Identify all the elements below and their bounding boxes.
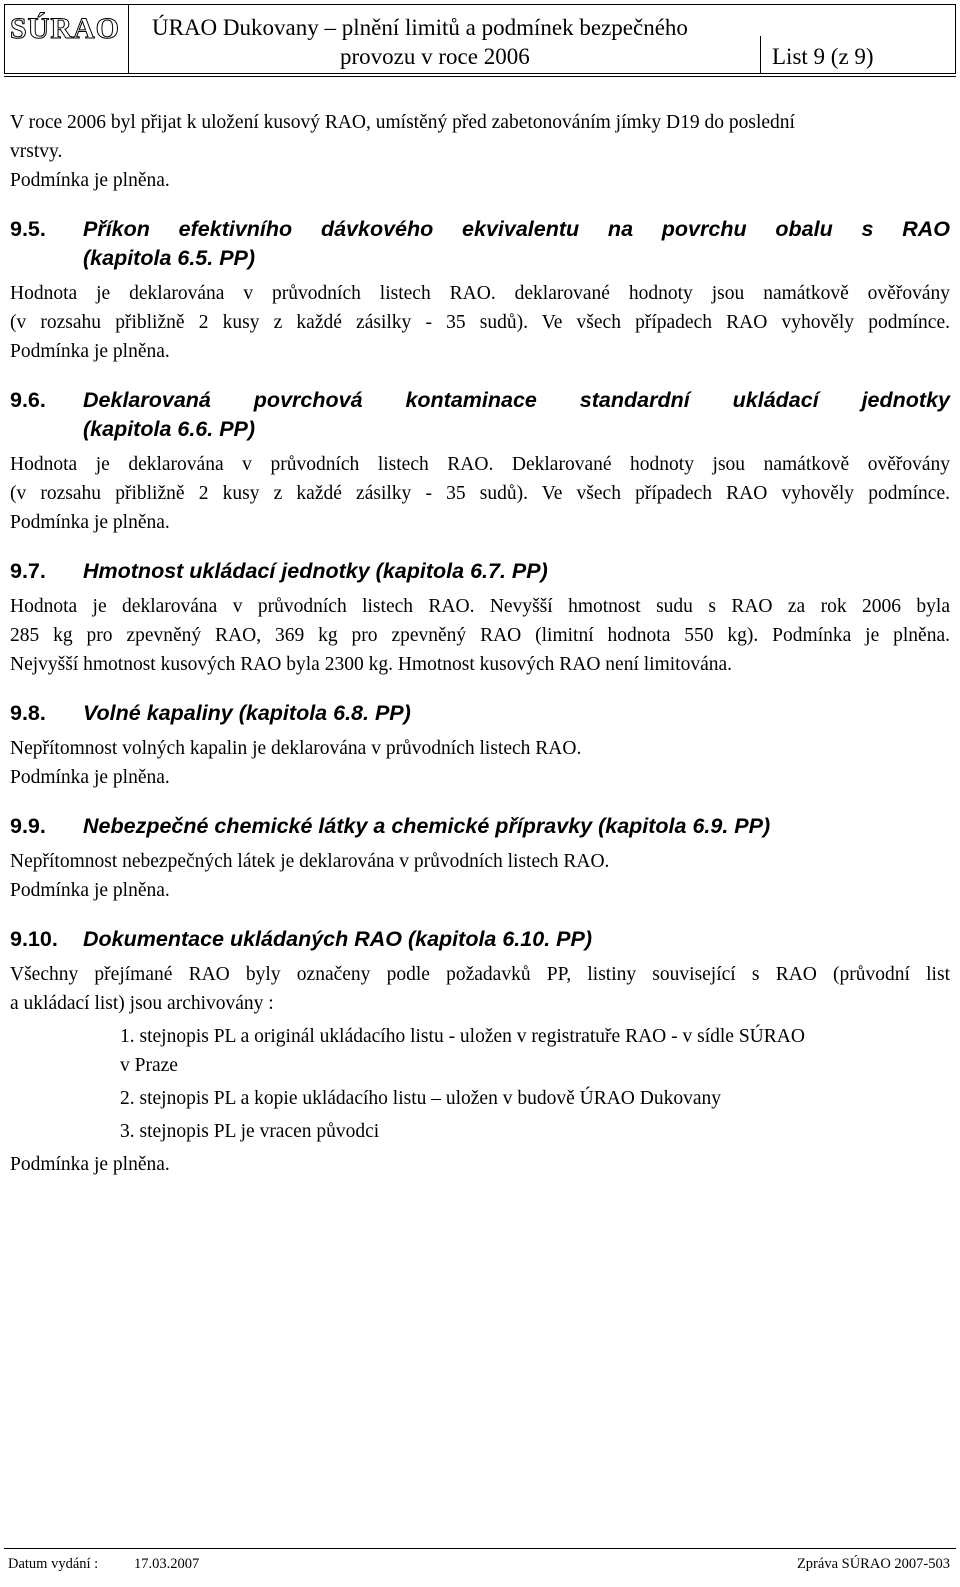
header-rule <box>4 76 956 77</box>
section-heading <box>10 386 950 444</box>
text-line: 285 kg pro zpevněný RAO, 369 kg pro zpevněný RAO (limitní hodnota 550 kg). Podmínka je plněna. <box>10 625 950 646</box>
text-line: (v rozsahu přibližně 2 kusy z každé zásilky - 35 sudů). Ve všech případech RAO vyhověly podmínce. <box>10 312 950 333</box>
archive-list <box>120 1022 950 1146</box>
list-item: 1. stejnopis PL a originál ukládacího listu - uložen v registratuře RAO - v sídle SÚRAO <box>120 1026 805 1047</box>
text-line: Nepřítomnost nebezpečných látek je deklarována v průvodních listech RAO. <box>10 851 610 872</box>
section-9-10 <box>10 925 950 1179</box>
text-line: (v rozsahu přibližně 2 kusy z každé zásilky - 35 sudů). Ve všech případech RAO vyhověly podmínce. <box>10 483 950 504</box>
section-title: Dokumentace ukládaných RAO (kapitola 6.10. PP) <box>83 927 592 951</box>
section-title: (kapitola 6.5. PP) <box>83 246 256 270</box>
report-id: Zpráva SÚRAO 2007-503 <box>796 1556 950 1572</box>
document-body <box>10 108 950 1179</box>
section-title: (kapitola 6.6. PP) <box>83 417 256 441</box>
section-number: 9.10. <box>10 927 58 951</box>
section-title: Hmotnost ukládací jednotky (kapitola 6.7. PP) <box>83 559 548 583</box>
condition-met-text: Podmínka je plněna. <box>10 767 170 788</box>
section-9-5 <box>10 215 950 366</box>
section-9-9 <box>10 812 950 905</box>
text-line: Nejvyšší hmotnost kusových RAO byla 2300 kg. Hmotnost kusových RAO není limitována. <box>10 654 733 675</box>
section-heading <box>10 925 950 954</box>
list-item-continuation: v Praze <box>120 1055 178 1076</box>
condition-met-text: Podmínka je plněna. <box>10 512 170 533</box>
text-line: a ukládací list) jsou archivovány : <box>10 993 274 1014</box>
list-item: 3. stejnopis PL je vracen původci <box>120 1121 380 1142</box>
condition-met-text: Podmínka je plněna. <box>10 1154 170 1175</box>
section-title: Příkon efektivního dávkového ekvivalentu na povrchu obalu s RAO <box>83 217 950 241</box>
section-heading <box>10 812 950 841</box>
section-number: 9.9. <box>10 814 46 838</box>
section-title: Deklarovaná povrchová kontaminace standardní ukládací jednotky <box>83 388 950 412</box>
header-divider <box>128 4 129 74</box>
intro-paragraph <box>10 108 950 195</box>
text-line: Nepřítomnost volných kapalin je deklarována v průvodních listech RAO. <box>10 738 582 759</box>
text-line: Hodnota je deklarována v průvodních listech RAO. Nevyšší hmotnost sudu s RAO za rok 2006 byla <box>10 596 950 617</box>
text-line: Všechny přejímané RAO byly označeny podle požadavků PP, listiny související s RAO (průvodní list <box>10 964 950 985</box>
section-heading <box>10 215 950 273</box>
section-number: 9.5. <box>10 217 46 241</box>
section-number: 9.6. <box>10 388 46 412</box>
text-line: Hodnota je deklarována v průvodních listech RAO. deklarované hodnoty jsou namátkově ověřovány <box>10 283 950 304</box>
condition-met-text: Podmínka je plněna. <box>10 341 170 362</box>
text-line: Hodnota je deklarována v průvodních listech RAO. Deklarované hodnoty jsou namátkově ověřovány <box>10 454 950 475</box>
header-title-line2: provozu v roce 2006 <box>340 44 530 69</box>
text-line: V roce 2006 byl přijat k uložení kusový RAO, umístěný před zabetonováním jímky D19 do poslední <box>10 112 795 133</box>
text-line: vrstvy. <box>10 141 63 162</box>
condition-met-text: Podmínka je plněna. <box>10 170 170 191</box>
issue-date-value: 17.03.2007 <box>134 1556 200 1572</box>
section-title: Nebezpečné chemické látky a chemické přípravky (kapitola 6.9. PP) <box>83 814 771 838</box>
section-heading <box>10 557 950 586</box>
issue-date-label: Datum vydání : <box>8 1556 99 1572</box>
section-9-6 <box>10 386 950 537</box>
section-9-7 <box>10 557 950 679</box>
page-number: List 9 (z 9) <box>772 44 874 69</box>
section-number: 9.7. <box>10 559 46 583</box>
condition-met-text: Podmínka je plněna. <box>10 880 170 901</box>
section-number: 9.8. <box>10 701 46 725</box>
footer-rule <box>4 1548 956 1549</box>
surao-logo: SÚRAO <box>10 12 121 45</box>
section-heading <box>10 699 950 728</box>
section-9-8 <box>10 699 950 792</box>
page-header <box>0 0 960 80</box>
header-divider <box>760 36 761 74</box>
header-title-line1: ÚRAO Dukovany – plnění limitů a podmínek bezpečného <box>152 15 688 40</box>
section-title: Volné kapaliny (kapitola 6.8. PP) <box>83 701 411 725</box>
list-item: 2. stejnopis PL a kopie ukládacího listu – uložen v budově ÚRAO Dukovany <box>120 1088 721 1109</box>
